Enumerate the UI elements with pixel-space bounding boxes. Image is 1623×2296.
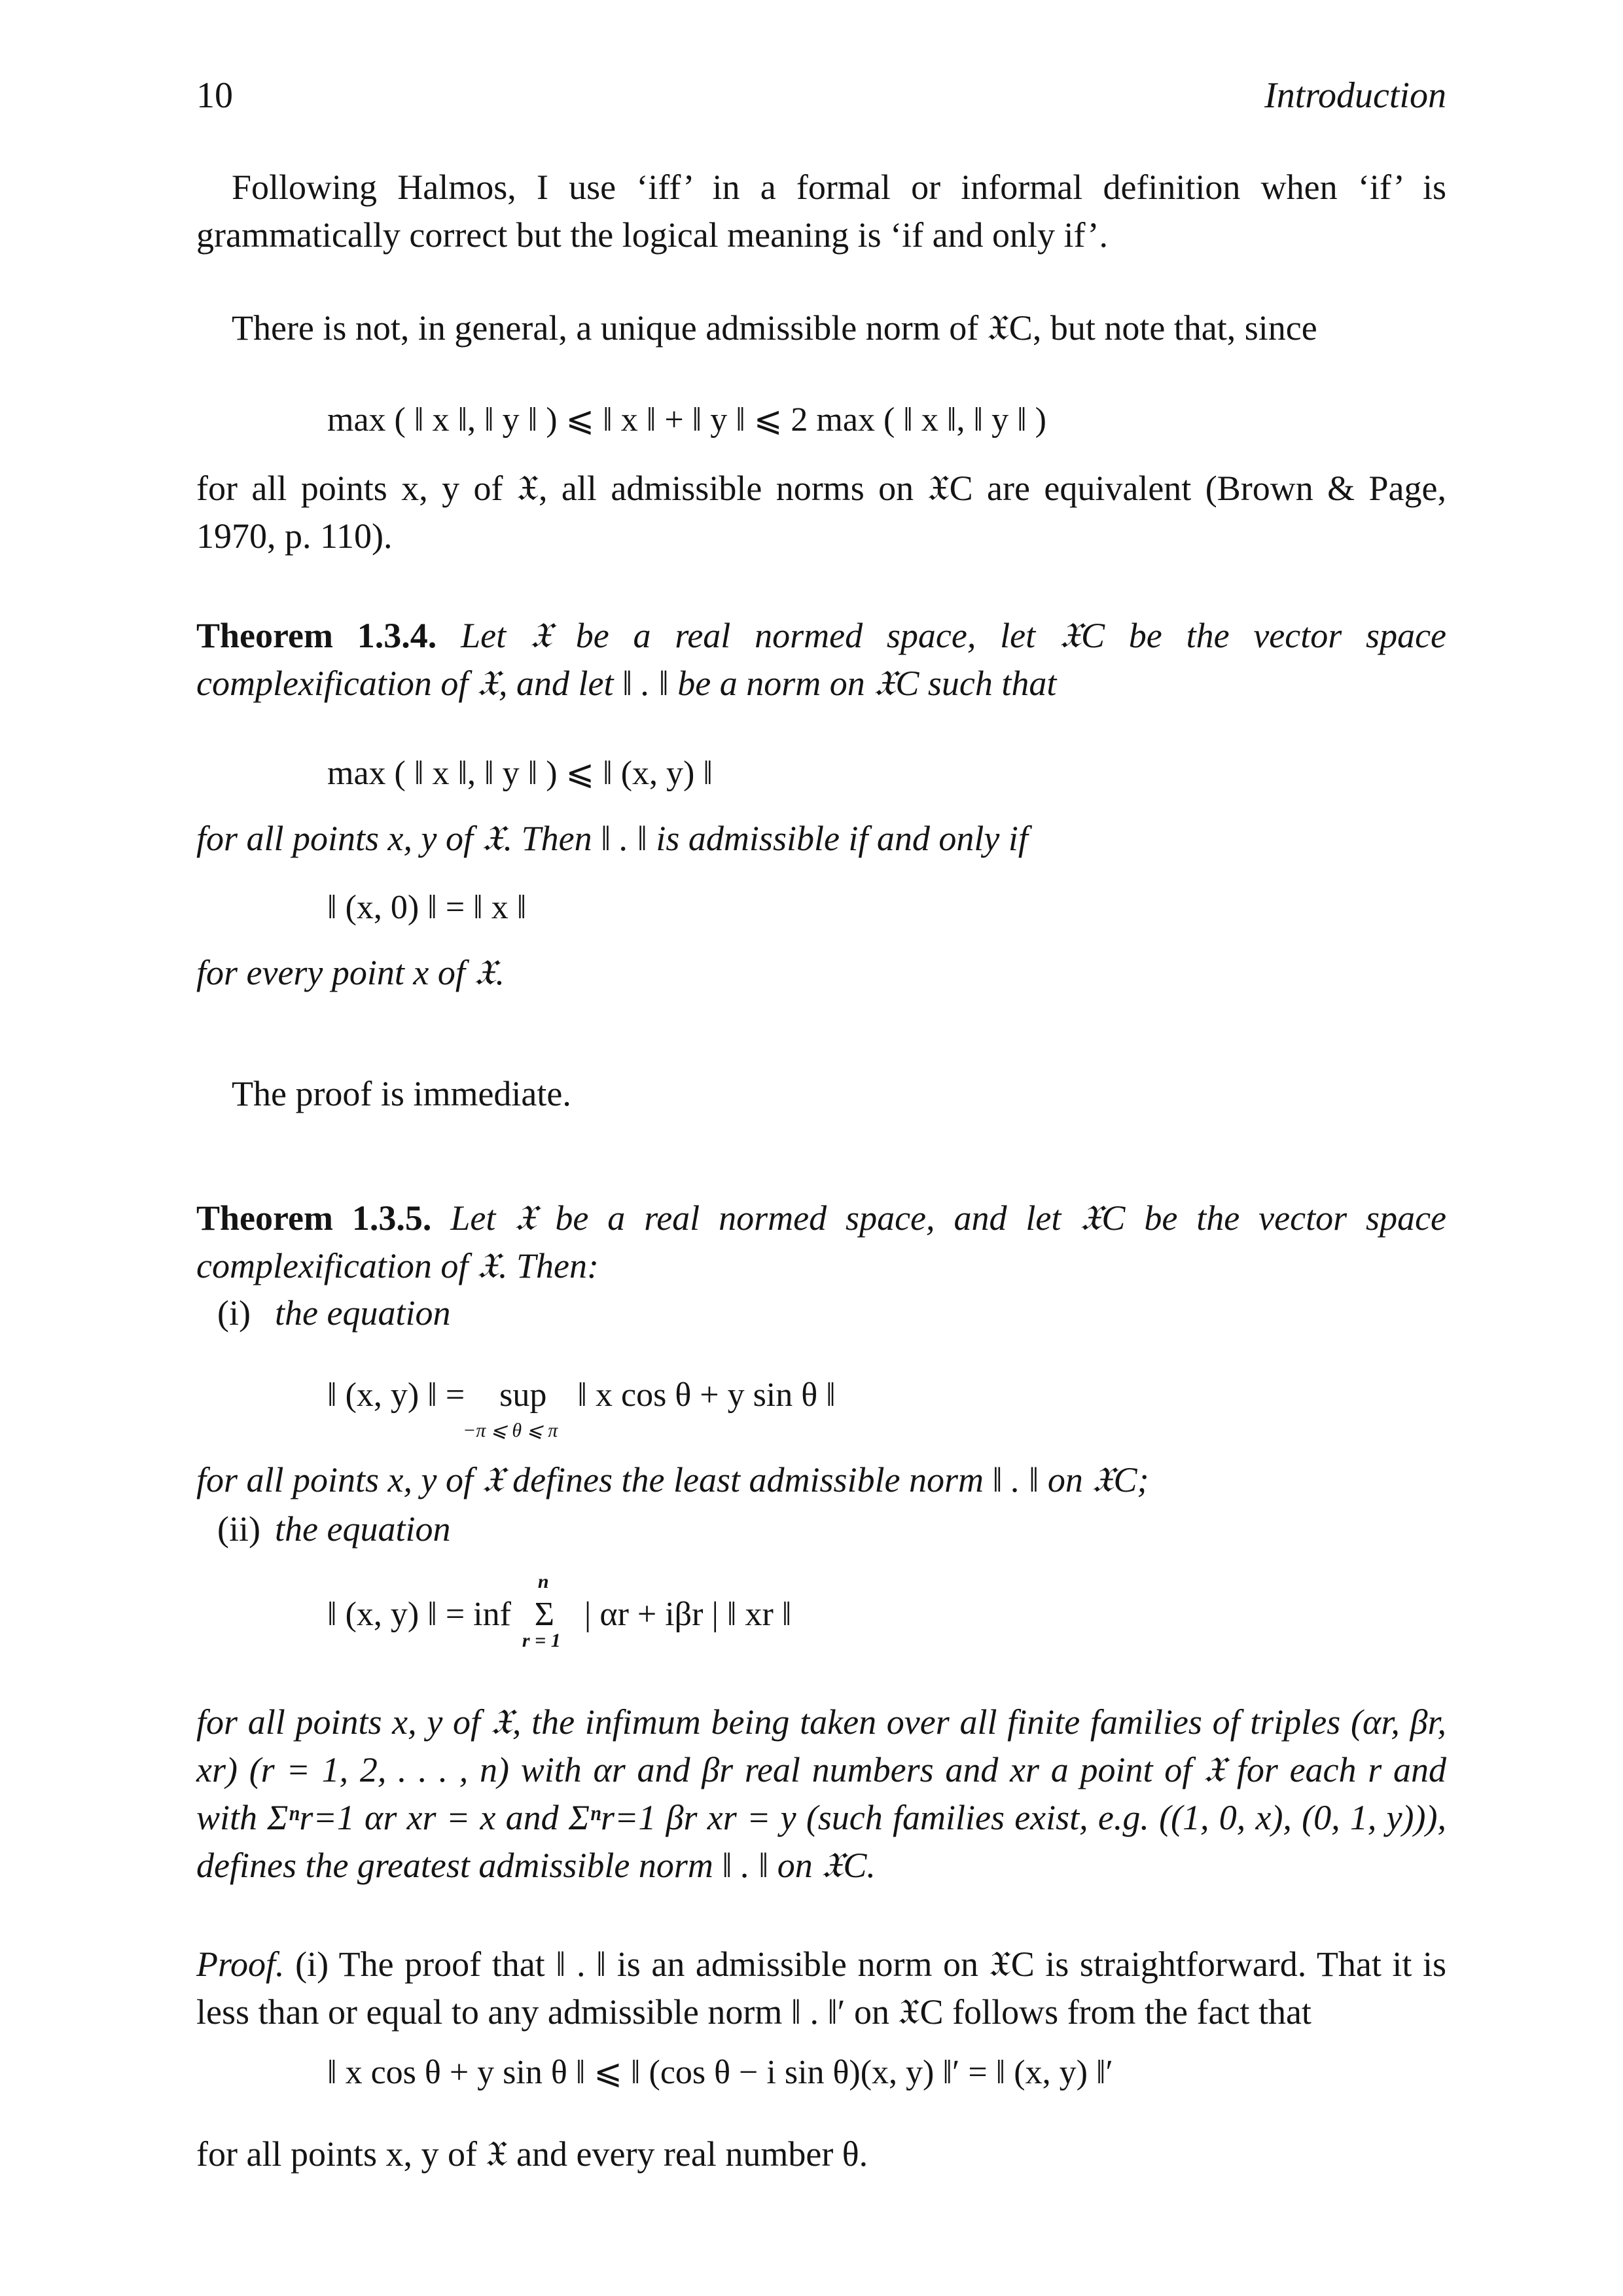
theorem-1-3-4-condition bbox=[196, 815, 1446, 863]
theorem-1-3-5-greatest-text: for all points x, y of 𝔛, the infimum being taken over all finite families of triples (αr, βr, xr) (r = 1, 2, . . . , n) with αr and βr real numbers and xr a point of 𝔛 for each r and with Σⁿr=1 αr xr = x and Σⁿr=1 βr xr = y (such families exist, e.g. ((1, 0, x), (0, 1, y))), defines the greatest admissible norm ‖ . ‖ on 𝔛C. bbox=[196, 1702, 1446, 1885]
item-1-label: (i) bbox=[217, 1293, 251, 1333]
paragraph-norms-text: There is not, in general, a unique admissible norm of 𝔛C, but note that, since bbox=[232, 308, 1317, 348]
paragraph-equivalent bbox=[196, 465, 1446, 560]
theorem-1-3-5-least bbox=[196, 1456, 1446, 1504]
theorem-1-3-5-label: Theorem 1.3.5. bbox=[196, 1198, 432, 1238]
sum-sign: Σ bbox=[534, 1596, 555, 1633]
equation-sup-limit: −π ⩽ θ ⩽ π bbox=[463, 1420, 558, 1441]
equation-inf-sum bbox=[522, 1571, 563, 1651]
theorem-1-3-5-least-text: for all points x, y of 𝔛 defines the least admissible norm ‖ . ‖ on 𝔛C; bbox=[196, 1460, 1149, 1499]
theorem-1-3-4-condition-text: for all points x, y of 𝔛. Then ‖ . ‖ is admissible if and only if bbox=[196, 819, 1028, 858]
proof-label: Proof. bbox=[196, 1945, 285, 1984]
proof bbox=[196, 1941, 1446, 2036]
proof-immediate-text: The proof is immediate. bbox=[232, 1074, 571, 1113]
running-title: Introduction bbox=[1264, 75, 1446, 116]
theorem-1-3-4-end-text: for every point x of 𝔛. bbox=[196, 953, 505, 992]
theorem-1-3-4-end bbox=[196, 949, 1446, 997]
theorem-1-3-4-equation-2: ‖ (x, 0) ‖ = ‖ x ‖ bbox=[327, 889, 527, 926]
theorem-1-3-5 bbox=[196, 1194, 1446, 1290]
item-2-label: (ii) bbox=[217, 1509, 260, 1549]
equation-sup-lhs: ‖ (x, y) ‖ = bbox=[327, 1376, 465, 1414]
proof-text: (i) The proof that ‖ . ‖ is an admissible norm on 𝔛C is straightforward. That it is less than or equal to any admissible norm ‖ . ‖′ on 𝔛C follows from the fact that bbox=[196, 1945, 1446, 2032]
equation-sup-operator: sup bbox=[499, 1376, 547, 1414]
paragraph-equivalent-text: for all points x, y of 𝔛, all admissible norms on 𝔛C are equivalent (Brown & Page, 1970, p. 110). bbox=[196, 469, 1446, 556]
item-1-text: the equation bbox=[275, 1293, 451, 1333]
proof-immediate bbox=[196, 1070, 1446, 1118]
proof-end bbox=[196, 2130, 1446, 2178]
equation-sup-rhs: ‖ x cos θ + y sin θ ‖ bbox=[577, 1376, 836, 1414]
theorem-1-3-4-label: Theorem 1.3.4. bbox=[196, 616, 437, 655]
theorem-1-3-4-equation: max ( ‖ x ‖, ‖ y ‖ ) ⩽ ‖ (x, y) ‖ bbox=[327, 755, 713, 792]
theorem-1-3-4-statement: Let 𝔛 be a real normed space, let 𝔛C be the vector space complexification of 𝔛, and let ‖ . ‖ be a norm on 𝔛C such that bbox=[196, 616, 1446, 703]
proof-end-text: for all points x, y of 𝔛 and every real number θ. bbox=[196, 2134, 868, 2174]
equation-inf-lhs: ‖ (x, y) ‖ = inf bbox=[327, 1596, 511, 1633]
proof-equation: ‖ x cos θ + y sin θ ‖ ⩽ ‖ (cos θ − i sin θ)(x, y) ‖′ = ‖ (x, y) ‖′ bbox=[327, 2054, 1113, 2091]
equation-max-inequality: max ( ‖ x ‖, ‖ y ‖ ) ⩽ ‖ x ‖ + ‖ y ‖ ⩽ 2 max ( ‖ x ‖, ‖ y ‖ ) bbox=[327, 401, 1046, 439]
running-head bbox=[196, 72, 1446, 131]
page-number: 10 bbox=[196, 75, 233, 116]
paragraph-iff bbox=[196, 164, 1446, 259]
theorem-1-3-4 bbox=[196, 612, 1446, 708]
theorem-1-3-5-greatest bbox=[196, 1698, 1446, 1890]
theorem-1-3-5-statement: Let 𝔛 be a real normed space, and let 𝔛C be the vector space complexification of 𝔛. Then: bbox=[196, 1198, 1447, 1285]
item-2-text: the equation bbox=[275, 1509, 451, 1549]
equation-inf bbox=[327, 1571, 792, 1651]
paragraph-iff-text: Following Halmos, I use ‘iff’ in a formal or informal definition when ‘if’ is grammatically correct but the logical meaning is ‘if and only if’. bbox=[196, 168, 1446, 255]
sum-lower-limit: r = 1 bbox=[522, 1630, 561, 1651]
paragraph-norms bbox=[196, 304, 1446, 352]
sum-upper-limit: n bbox=[537, 1571, 549, 1592]
equation-sup bbox=[327, 1371, 836, 1441]
equation-inf-rhs: | αr + iβr | ‖ xr ‖ bbox=[584, 1596, 792, 1633]
